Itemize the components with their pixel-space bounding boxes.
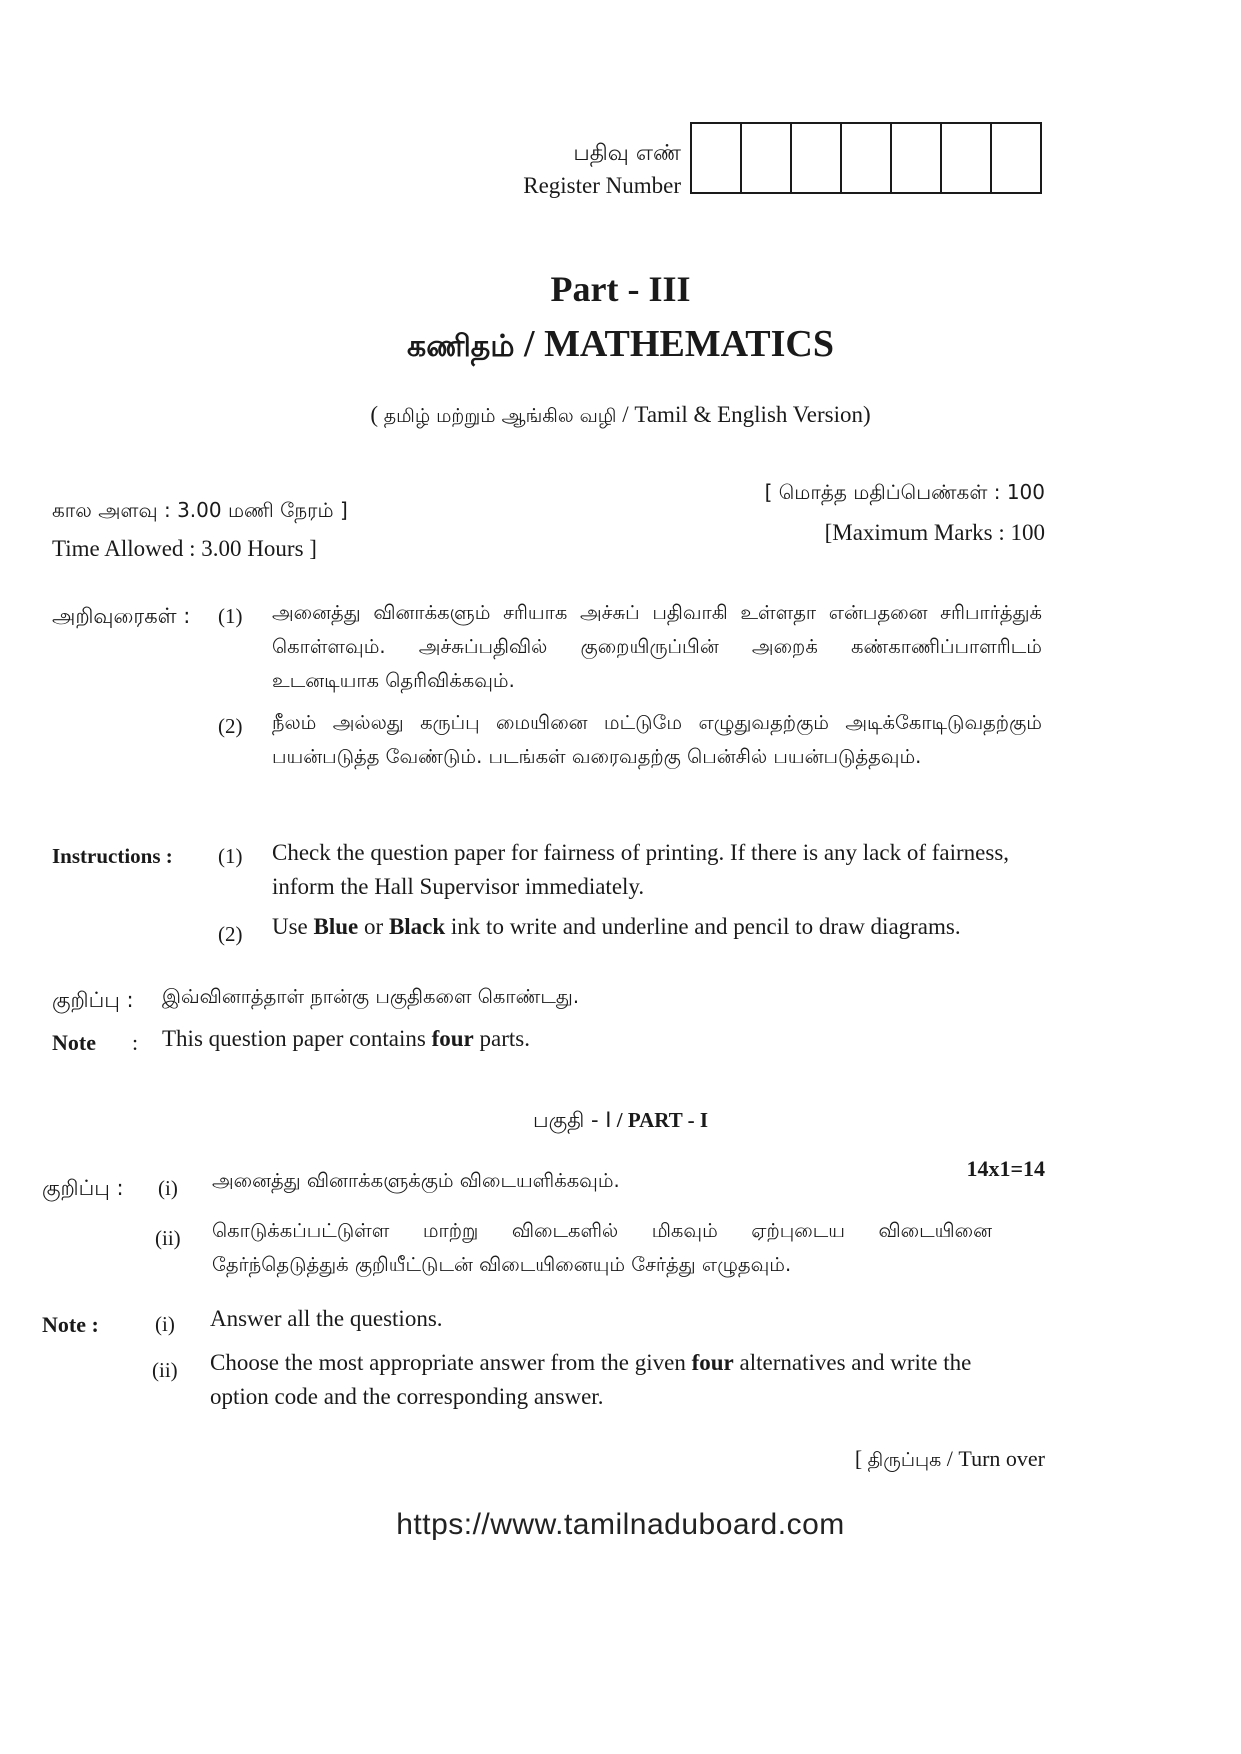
part1-note-ta-text: அனைத்து வினாக்களுக்கும் விடையளிக்கவும். bbox=[212, 1169, 620, 1192]
footer-url[interactable]: https://www.tamilnaduboard.com bbox=[396, 1508, 845, 1541]
part1-heading-ta: பகுதி - I bbox=[533, 1108, 612, 1132]
part1-note-ta-num: (i) bbox=[158, 1176, 178, 1200]
register-digit-cell[interactable] bbox=[692, 124, 742, 192]
part1-score: 14x1=14 bbox=[966, 1156, 1045, 1181]
part1-note-ta-label: குறிப்பு : bbox=[42, 1176, 124, 1200]
instruction-en-num: (1) bbox=[218, 844, 243, 868]
version-line bbox=[0, 402, 1241, 430]
note-en-colon: : bbox=[132, 1030, 139, 1055]
part1-heading bbox=[0, 1108, 1241, 1135]
version-en: Tamil & English Version) bbox=[634, 402, 871, 427]
register-digit-cell[interactable] bbox=[892, 124, 942, 192]
note-en-text-post: parts. bbox=[473, 1026, 530, 1051]
part1-note-en-four: four bbox=[691, 1350, 734, 1375]
register-digit-cell[interactable] bbox=[942, 124, 992, 192]
turn-over-ta: திருப்புக bbox=[867, 1449, 942, 1471]
max-marks-en: [Maximum Marks : 100 bbox=[824, 520, 1045, 545]
time-allowed-en: Time Allowed : 3.00 Hours ] bbox=[52, 536, 317, 561]
part1-note-ta-num: (ii) bbox=[155, 1226, 181, 1250]
register-digit-cell[interactable] bbox=[742, 124, 792, 192]
register-digit-cell[interactable] bbox=[992, 124, 1040, 192]
instruction-en-blue: Blue bbox=[313, 914, 359, 939]
note-ta-text: இவ்வினாத்தாள் நான்கு பகுதிகளை கொண்டது. bbox=[162, 985, 580, 1008]
instruction-en-or: or bbox=[358, 914, 389, 939]
subject-separator: / bbox=[514, 323, 545, 365]
part1-note-en-num: (ii) bbox=[152, 1358, 178, 1382]
note-en-label: Note bbox=[52, 1030, 96, 1055]
turn-over-separator: / bbox=[941, 1446, 959, 1471]
part1-heading-separator: / bbox=[611, 1108, 628, 1132]
note-ta-label: குறிப்பு : bbox=[52, 988, 134, 1012]
instruction-en-text bbox=[272, 910, 1047, 944]
part1-note-en-text bbox=[210, 1346, 1000, 1414]
part1-note-en-text: Answer all the questions. bbox=[210, 1306, 443, 1331]
register-digit-cell[interactable] bbox=[792, 124, 842, 192]
note-en-text-pre: This question paper contains bbox=[162, 1026, 432, 1051]
instruction-ta-text: அனைத்து வினாக்களும் சரியாக அச்சுப் பதிவாகி உள்ளதா என்பதனை சரிபார்த்துக் கொள்ளவும். அச்சுப்பதிவில் குறையிருப்பின் அறைக் கண்காணிப்பாளரிடம் உடனடியாக தெரிவிக்கவும். bbox=[272, 601, 1042, 692]
instruction-en-text-pre: Use bbox=[272, 914, 314, 939]
part1-note-en-text-pre: Choose the most appropriate answer from the given bbox=[210, 1350, 692, 1375]
instruction-en-black: Black bbox=[388, 914, 446, 939]
instruction-ta-num: (1) bbox=[218, 604, 243, 628]
part1-note-en-num: (i) bbox=[155, 1312, 175, 1336]
instruction-ta-num: (2) bbox=[218, 714, 243, 738]
part1-heading-en: PART - I bbox=[627, 1108, 708, 1132]
turn-over-open: [ bbox=[854, 1446, 868, 1471]
register-digit-cell[interactable] bbox=[842, 124, 892, 192]
part-title: Part - III bbox=[550, 269, 691, 309]
instruction-en-num: (2) bbox=[218, 922, 243, 946]
version-open: ( bbox=[370, 402, 384, 427]
register-number-label bbox=[523, 138, 681, 202]
max-marks-ta: [ மொத்த மதிப்பெண்கள் : 100 bbox=[764, 480, 1045, 504]
subject-en: MATHEMATICS bbox=[544, 323, 834, 365]
instruction-ta-text: நீலம் அல்லது கருப்பு மையினை மட்டுமே எழுதுவதற்கும் அடிக்கோடிடுவதற்கும் பயன்படுத்த வேண்டும். படங்கள் வரைவதற்கு பென்சில் பயன்படுத்தவும். bbox=[272, 711, 1042, 768]
part1-note-en-text-post: alternatives and write the option code and the corresponding answer. bbox=[210, 1350, 972, 1409]
register-label-ta: பதிவு எண் bbox=[573, 141, 681, 166]
subject-ta: கணிதம் bbox=[407, 329, 515, 364]
register-label-en: Register Number bbox=[523, 173, 681, 198]
part1-note-en-label: Note : bbox=[42, 1312, 99, 1337]
time-allowed-ta: கால அளவு : 3.00 மணி நேரம் ] bbox=[52, 498, 348, 522]
version-ta: தமிழ் மற்றும் ஆங்கில வழி bbox=[383, 405, 617, 427]
subject-title bbox=[0, 320, 1241, 368]
instruction-en-text-post: ink to write and underline and pencil to draw diagrams. bbox=[445, 914, 961, 939]
turn-over-en: Turn over bbox=[958, 1446, 1045, 1471]
register-number-boxes[interactable] bbox=[690, 122, 1042, 194]
instructions-ta-label: அறிவுரைகள் : bbox=[52, 604, 191, 628]
instruction-en-text: Check the question paper for fairness of printing. If there is any lack of fairness, inform the Hall Supervisor immediately. bbox=[272, 840, 1010, 899]
part1-note-ta-text: கொடுக்கப்பட்டுள்ள மாற்று விடைகளில் மிகவும் ஏற்புடைய விடையினை தேர்ந்தெடுத்துக் குறியீட்டுடன் விடையினையும் சேர்த்து எழுதவும். bbox=[212, 1219, 992, 1276]
instructions-en-label: Instructions : bbox=[52, 844, 173, 868]
turn-over bbox=[855, 1446, 1045, 1474]
version-separator: / bbox=[616, 402, 635, 427]
note-en-text bbox=[162, 1022, 530, 1056]
note-en-four: four bbox=[431, 1026, 474, 1051]
